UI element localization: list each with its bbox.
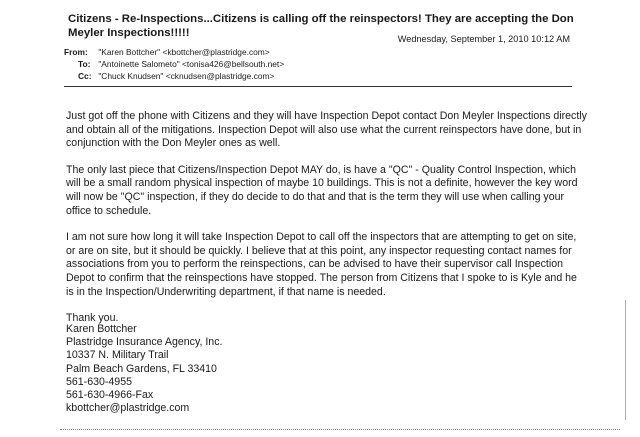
scan-edge-mark [625,300,626,420]
signature-company: Plastridge Insurance Agency, Inc. [66,336,223,349]
from-label: From: [64,47,88,57]
scan-footer-noise [60,429,620,433]
signature-phone: 561-630-4955 [66,375,132,388]
body-paragraph-3 [66,231,586,299]
to-value: "Antoinette Salometo" <tonisa426@bellsouth.net> [98,59,285,69]
cc-row [78,71,274,81]
body-line: conjunction with the Don Meyler ones as well. [66,137,281,150]
body-line: associations from you to perform the reinspections, can be advised to have their supervisor call Inspection [66,258,563,271]
cc-label: Cc: [78,71,92,81]
to-label: To: [78,59,91,69]
body-line: Thank you. [66,312,119,325]
email-subject: Citizens - Re-Inspections...Citizens is calling off the reinspectors! They are accepting the Don Meyler Inspections!!!!! [68,13,574,39]
body-line: is in the Inspection/Underwriting department, if that name is needed. [66,285,386,298]
body-line: Just got off the phone with Citizens and they will have Inspection Depot contact Don Meyler Inspections directly [66,110,587,122]
body-line: and obtain all of the mitigations. Inspection Depot will also use what the current reinspectors have done, but in [66,123,582,136]
from-value: "Karen Bottcher" <kbottcher@plastridge.com> [98,47,270,57]
header-divider [64,86,572,87]
body-line: The only last piece that Citizens/Inspection Depot MAY do, is have a "QC" - Quality Control Inspection, which [66,163,576,176]
from-row [64,47,270,57]
email-date: Wednesday, September 1, 2010 10:12 AM [397,34,570,44]
email-body [66,110,586,339]
body-line: or are on site, but it should be quickly. I believe that at this point, any inspector requesting contact names for [66,244,572,257]
signature-address-line-2: Palm Beach Gardens, FL 33410 [66,362,217,375]
body-paragraph-1 [66,110,586,151]
cc-value: "Chuck Knudsen" <cknudsen@plastridge.com> [98,71,275,81]
body-line: office to schedule. [66,204,152,217]
signature-name: Karen Bottcher [66,323,137,335]
signature-block [66,323,222,415]
signature-email: kbottcher@plastridge.com [66,402,190,415]
signature-address-line-1: 10337 N. Military Trail [66,349,169,362]
body-line: Depot to confirm that the reinspections have stopped. The person from Citizens that I spoke to is Kyle and he [66,271,577,284]
body-paragraph-2 [66,164,586,218]
signature-fax: 561-630-4966-Fax [66,389,154,402]
body-line: will now be "QC" inspection, if they do decide to do that and that is the term they will use when calling your [66,190,565,203]
body-line: will be a small random physical inspection of maybe 10 buildings. This is not a definite, however the key word [66,177,578,190]
body-line: I am not sure how long it will take Inspection Depot to call off the inspectors that are attempting to get on site, [66,231,577,244]
to-row [78,59,284,69]
